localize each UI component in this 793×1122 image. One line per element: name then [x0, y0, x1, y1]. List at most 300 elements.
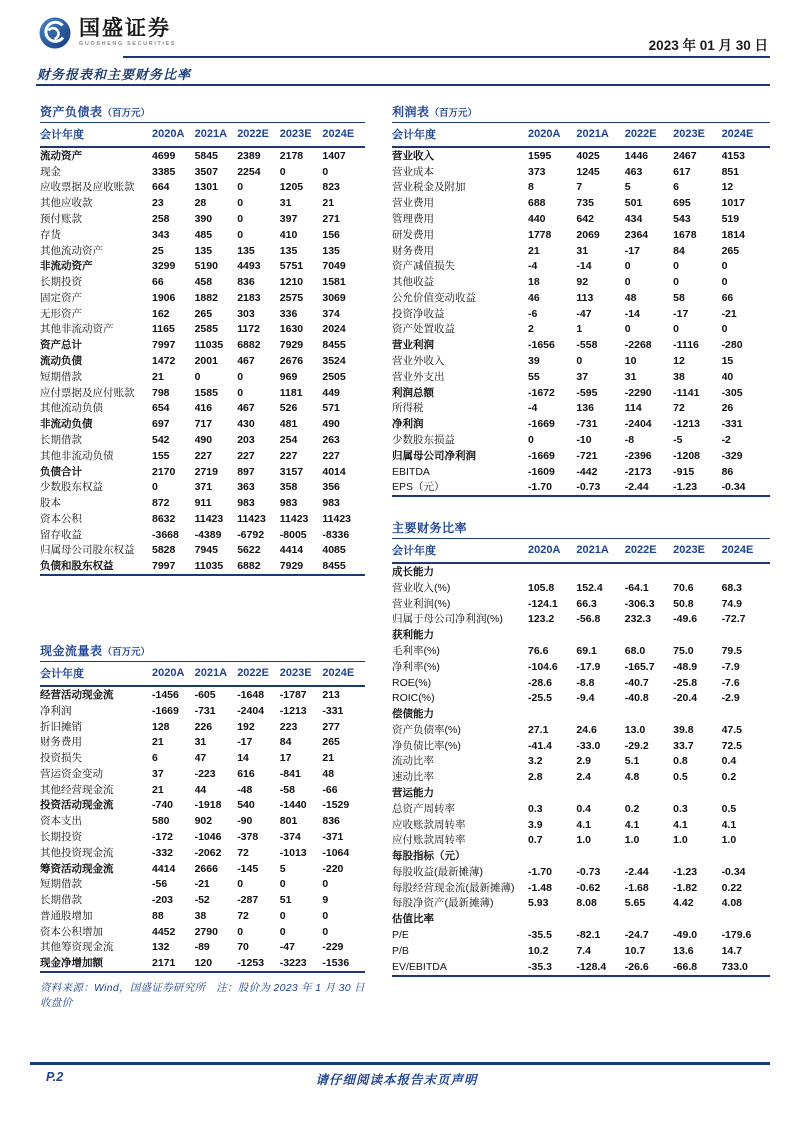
cell-value: 135	[194, 244, 213, 257]
cell-value: -47	[576, 307, 592, 320]
cell-value: 13.6	[673, 944, 694, 957]
cell-value: 390	[194, 213, 213, 226]
cash-flow-heading	[40, 642, 365, 661]
row-label: 应付账款周转率	[392, 834, 466, 847]
cell-value	[625, 911, 673, 927]
column-header: 会计年度	[392, 545, 436, 558]
cell-value: 132	[152, 941, 170, 954]
cell-value: 501	[624, 197, 643, 210]
cell-value: -1787	[279, 688, 307, 701]
table-row	[40, 940, 365, 956]
cell-value: 695	[673, 197, 691, 210]
cell-value: -8336	[322, 528, 350, 541]
balance-sheet-heading	[40, 103, 365, 122]
cell-value: -56	[152, 878, 168, 891]
cell-value: 46	[528, 291, 540, 304]
row-label: 净负债比率(%)	[392, 739, 461, 752]
row-label: 普通股增加	[40, 909, 93, 922]
cell-value: -1.82	[673, 881, 698, 894]
table-row	[40, 495, 365, 511]
cell-value: -203	[152, 894, 174, 907]
cell-value	[625, 563, 673, 580]
cell-value: 2	[528, 323, 534, 336]
cell-value: -1672	[528, 386, 555, 399]
cell-value: 79.5	[721, 644, 742, 657]
cell-value: 192	[237, 720, 255, 733]
table-row	[392, 195, 770, 211]
cell-value: 0	[322, 925, 329, 938]
cell-value: 2467	[673, 149, 697, 162]
row-label: 长期投资	[40, 276, 82, 289]
cell-value: 801	[279, 815, 298, 828]
cell-value: 12	[673, 355, 685, 368]
cell-value: -47	[279, 941, 295, 954]
cell-value: 26	[721, 402, 734, 415]
cell-value: 5.1	[624, 755, 640, 768]
cell-value: -6	[528, 307, 538, 320]
column-header: 2024E	[322, 667, 355, 680]
cell-value: 72.5	[721, 739, 742, 752]
cell-value: -1648	[237, 688, 265, 701]
cell-value: 5.93	[528, 897, 549, 910]
table-row	[40, 845, 365, 861]
source-note: 资料来源：Wind，国盛证券研究所 注：股价为 2023 年 1 月 30 日收盘价	[40, 982, 365, 1010]
cell-value: 271	[322, 213, 340, 226]
row-label: EPS（元）	[392, 481, 445, 494]
row-label: 长期借款	[40, 894, 82, 907]
cell-value: 0.3	[673, 802, 688, 815]
table-row	[40, 195, 365, 211]
cell-value: 0	[279, 925, 286, 938]
cell-value: 836	[322, 815, 340, 828]
cell-value: -331	[721, 418, 743, 431]
cell-value: 490	[194, 433, 213, 446]
cell-value: 3385	[152, 165, 176, 178]
column-header: 2022E	[237, 667, 269, 680]
row-label: 其他筹资现金流	[40, 941, 114, 954]
cell-value: 10.2	[528, 944, 549, 957]
cell-value: 203	[237, 433, 255, 446]
cell-value: -25.5	[528, 692, 552, 705]
table-row	[392, 274, 770, 290]
table-row	[40, 401, 365, 417]
cell-value: -378	[237, 831, 259, 844]
cell-value: 265	[194, 307, 213, 320]
column-header: 2021A	[194, 667, 228, 680]
cell-value: 0	[279, 909, 286, 922]
cell-value: 2505	[322, 370, 346, 383]
cell-value: -731	[194, 704, 216, 717]
row-label: 所得税	[392, 402, 424, 415]
ratios-table	[392, 538, 770, 976]
table-row	[40, 719, 365, 735]
cell-value: -128.4	[576, 960, 607, 973]
table-row	[392, 479, 770, 496]
table-row	[40, 290, 365, 306]
cell-value: -20.4	[673, 692, 698, 705]
cell-value: 31	[279, 197, 292, 210]
cell-value: 458	[194, 276, 213, 289]
row-label: 少数股东损益	[392, 433, 455, 446]
row-label: 每股收益(最新摊薄)	[392, 865, 483, 878]
cell-value: 14	[237, 752, 249, 765]
ratios-title: 主要财务比率	[392, 521, 468, 536]
cell-value: 616	[237, 767, 255, 780]
cell-value: 2024	[322, 323, 346, 336]
table-row	[40, 180, 365, 196]
row-label: 长期投资	[40, 831, 82, 844]
cell-value: 410	[279, 228, 298, 241]
column-header: 2023E	[673, 128, 705, 140]
cell-value: 2719	[194, 465, 218, 478]
row-label: EV/EBITDA	[392, 960, 447, 973]
cell-value	[673, 706, 721, 722]
cell-value: 0	[237, 197, 244, 210]
cell-value: 836	[237, 276, 255, 289]
cell-value: 21	[152, 783, 164, 796]
cell-value: -331	[322, 704, 344, 717]
income-statement-unit: （百万元）	[429, 108, 478, 119]
cell-value	[722, 706, 770, 722]
cell-value	[576, 563, 624, 580]
cell-value: 9	[322, 894, 329, 907]
right-column	[392, 103, 770, 977]
cell-value: -49.0	[673, 929, 698, 942]
row-label: 研发费用	[392, 228, 434, 241]
table-row	[40, 829, 365, 845]
row-label: 无形资产	[40, 307, 82, 320]
row-label: 归属于母公司净利润(%)	[392, 613, 503, 626]
row-label: 成长能力	[392, 566, 434, 579]
cell-value: 490	[322, 418, 340, 431]
cell-value: -1213	[279, 704, 307, 717]
cell-value: -329	[721, 449, 743, 462]
cell-value: 7997	[152, 560, 176, 573]
table-row	[40, 448, 365, 464]
cell-value: -1.70	[528, 481, 552, 494]
row-label: 流动资产	[40, 149, 82, 162]
data-table	[40, 661, 365, 973]
cell-value: -1656	[528, 339, 555, 352]
cell-value: -28.6	[528, 676, 552, 689]
row-label: 总资产周转率	[392, 802, 455, 815]
table-row	[392, 258, 770, 274]
column-header: 2021A	[576, 544, 609, 557]
cell-value: 0	[279, 878, 286, 891]
cell-value: 1906	[152, 291, 176, 304]
left-column	[40, 103, 365, 1010]
cell-value: 31	[194, 736, 207, 749]
column-header: 2023E	[673, 544, 705, 557]
row-label: 净利率(%)	[392, 660, 440, 673]
table-row	[392, 337, 770, 353]
row-label: 流动负债	[40, 355, 82, 368]
table-row	[392, 880, 770, 896]
cell-value: 1172	[237, 323, 260, 336]
table-row	[40, 258, 365, 274]
cell-value: -0.62	[576, 881, 601, 894]
cell-value	[722, 563, 770, 580]
row-label: 资本公积增加	[40, 925, 103, 938]
cell-value: 2170	[152, 465, 176, 478]
cell-value: -8005	[279, 528, 307, 541]
row-label: ROE(%)	[392, 676, 432, 689]
row-label: 存货	[40, 228, 61, 241]
cell-value: -915	[673, 465, 695, 478]
cell-value: 2.8	[528, 771, 543, 784]
cell-value: 37	[576, 370, 589, 383]
table-row	[392, 596, 770, 612]
cell-value: 4.1	[721, 818, 737, 831]
cell-value: 31	[576, 244, 589, 257]
cell-value: -2404	[237, 704, 265, 717]
cell-value: 1210	[279, 276, 304, 289]
cell-value	[673, 785, 721, 801]
cell-value: 0.22	[721, 881, 742, 894]
cell-value: 6	[673, 181, 680, 194]
cell-value: 1.0	[721, 834, 737, 847]
cell-value: 0.2	[721, 771, 737, 784]
cell-value: 0.4	[576, 802, 591, 815]
cell-value: 2069	[576, 228, 600, 241]
table-row	[392, 147, 770, 164]
cell-value: 5	[279, 862, 286, 875]
table-row	[392, 832, 770, 848]
cell-value: -17.9	[576, 660, 601, 673]
row-label: 营业成本	[392, 165, 434, 178]
cell-value: 0	[322, 878, 329, 891]
cell-value: 7929	[279, 339, 304, 352]
cell-value: 74.9	[721, 597, 742, 610]
cell-value: -64.1	[624, 581, 649, 594]
table-row	[40, 479, 365, 495]
column-header: 会计年度	[392, 129, 436, 141]
cell-value	[576, 911, 624, 927]
cell-value: -305	[721, 386, 743, 399]
cell-value: 1630	[279, 323, 304, 336]
cell-value: -25.8	[673, 676, 698, 689]
cell-value: 2.4	[576, 771, 591, 784]
cell-value: 1882	[194, 291, 218, 304]
cell-value: 227	[279, 449, 298, 462]
cell-value: -89	[194, 941, 210, 954]
table-row	[392, 659, 770, 675]
cell-value: -1.68	[624, 881, 649, 894]
cell-value: 1.0	[624, 834, 640, 847]
cell-value: 14.7	[721, 944, 742, 957]
row-label: 营业利润	[392, 339, 434, 352]
guosheng-swirl-icon	[38, 16, 72, 50]
cell-value: 0	[279, 165, 286, 178]
income-statement-section	[392, 103, 770, 497]
row-label: 非流动负债	[40, 418, 93, 431]
cell-value: -14	[624, 307, 640, 320]
table-row	[392, 943, 770, 959]
cell-value: 5751	[279, 260, 304, 273]
cell-value: 223	[279, 720, 298, 733]
cell-value: 0	[237, 386, 244, 399]
cell-value: 617	[673, 165, 691, 178]
cash-flow-section	[40, 642, 365, 973]
cell-value: 303	[237, 307, 255, 320]
table-row	[392, 738, 770, 754]
row-label: 负债合计	[40, 465, 82, 478]
row-label: 资产减值损失	[392, 260, 455, 273]
cell-value	[576, 848, 624, 864]
cell-value: 1678	[673, 228, 697, 241]
table-row	[392, 290, 770, 306]
cell-value: 0	[673, 323, 680, 336]
cell-value: 227	[322, 449, 340, 462]
cell-value: 105.8	[528, 581, 555, 594]
cell-value: 0	[624, 260, 631, 273]
cell-value: 76.6	[528, 644, 549, 657]
cell-value: 72	[237, 909, 249, 922]
cell-value	[576, 627, 624, 643]
cell-value: -1253	[237, 957, 265, 970]
cell-value: 983	[322, 497, 340, 510]
data-table	[392, 538, 770, 976]
cell-value: -4389	[194, 528, 222, 541]
cell-value: -5	[673, 433, 683, 446]
table-row	[40, 798, 365, 814]
table-row	[392, 627, 770, 643]
income-statement-table	[392, 122, 770, 497]
cell-value: 21	[152, 370, 164, 383]
cell-value: -1064	[322, 846, 350, 859]
cell-value: -21	[194, 878, 210, 891]
ratios-section	[392, 519, 770, 976]
cell-value: 1778	[528, 228, 552, 241]
cell-value: -179.6	[721, 929, 752, 942]
cell-value: -1013	[279, 846, 307, 859]
cell-value: 2676	[279, 355, 304, 368]
cell-value: -172	[152, 831, 174, 844]
cell-value: 654	[152, 402, 170, 415]
cell-value: 1585	[194, 386, 218, 399]
column-header: 2023E	[279, 667, 312, 680]
cell-value: 21	[152, 736, 164, 749]
cell-value: 717	[194, 418, 213, 431]
cell-value: 543	[673, 213, 691, 226]
table-row	[40, 686, 365, 703]
row-label: 财务费用	[40, 736, 82, 749]
cell-value: 66	[721, 291, 734, 304]
cell-value: 37	[152, 767, 164, 780]
cell-value: -82.1	[576, 929, 601, 942]
cell-value: 0	[237, 181, 244, 194]
cell-value: 0	[152, 481, 158, 494]
table-row	[40, 274, 365, 290]
cell-value: 23	[152, 197, 164, 210]
row-label: 投资净收益	[392, 307, 445, 320]
cell-value: 136	[576, 402, 594, 415]
cell-value: 902	[194, 815, 213, 828]
cell-value: -721	[576, 449, 598, 462]
row-label: 非流动资产	[40, 260, 93, 273]
table-row	[40, 306, 365, 322]
cell-value: -8	[624, 433, 635, 446]
cell-value: 5190	[194, 260, 218, 273]
cell-value: 0	[673, 276, 680, 289]
cell-value: -35.5	[528, 929, 552, 942]
cell-value: 542	[152, 433, 170, 446]
table-row	[392, 864, 770, 880]
row-label: 长期借款	[40, 433, 82, 446]
cell-value: -7.9	[721, 660, 740, 673]
row-label: 短期借款	[40, 370, 82, 383]
cell-value: -90	[237, 815, 253, 828]
cell-value: 226	[194, 720, 213, 733]
cell-value: 12	[721, 181, 734, 194]
cell-value: 11423	[237, 512, 266, 525]
table-row	[392, 927, 770, 943]
cell-value: 2171	[152, 957, 176, 970]
cell-value: -1.70	[528, 865, 552, 878]
cell-value: 0	[721, 260, 728, 273]
row-label: 应收票据及应收账款	[40, 181, 135, 194]
cell-value	[722, 911, 770, 927]
table-row	[392, 675, 770, 691]
cell-value: 571	[322, 402, 340, 415]
cell-value: -6792	[237, 528, 265, 541]
table-row	[392, 785, 770, 801]
cell-value: 449	[322, 386, 340, 399]
cell-value: 5.65	[624, 897, 646, 910]
cell-value: 5622	[237, 544, 261, 557]
cell-value: 485	[194, 228, 213, 241]
cell-value: -33.0	[576, 739, 601, 752]
cell-value: 3.9	[528, 818, 543, 831]
table-row	[40, 558, 365, 575]
cell-value: 0.8	[673, 755, 688, 768]
table-header-row	[392, 539, 770, 564]
cell-value: 7997	[152, 339, 176, 352]
row-label: 营业收入	[392, 149, 434, 162]
table-row	[40, 892, 365, 908]
cell-value: 0.3	[528, 802, 543, 815]
cell-value: 15	[721, 355, 734, 368]
cell-value: 2254	[237, 165, 261, 178]
cell-value: -2.44	[624, 865, 649, 878]
table-row	[392, 401, 770, 417]
cell-value: 1181	[279, 386, 303, 399]
cell-value: 58	[673, 291, 685, 304]
cell-value: -14	[576, 260, 592, 273]
cell-value: -104.6	[528, 660, 558, 673]
cell-value: 120	[194, 957, 213, 970]
table-row	[40, 955, 365, 972]
row-label: 投资活动现金流	[40, 799, 114, 812]
row-label: 归属母公司股东权益	[40, 544, 135, 557]
cell-value: 519	[721, 213, 740, 226]
cell-value: 0	[194, 370, 201, 383]
cell-value: -40.8	[624, 692, 649, 705]
cell-value: 1205	[279, 181, 304, 194]
table-row	[40, 782, 365, 798]
row-label: 留存收益	[40, 528, 82, 541]
cell-value: 135	[237, 244, 255, 257]
row-label: 财务费用	[392, 244, 434, 257]
cell-value: -220	[322, 862, 344, 875]
cell-value	[722, 848, 770, 864]
cell-value: 374	[322, 307, 340, 320]
report-date: 2023 年 01 月 30 日	[648, 38, 768, 53]
cell-value: 735	[576, 197, 594, 210]
cell-value: 2389	[237, 149, 261, 162]
cell-value: 0	[528, 433, 534, 446]
header-divider	[123, 56, 770, 58]
